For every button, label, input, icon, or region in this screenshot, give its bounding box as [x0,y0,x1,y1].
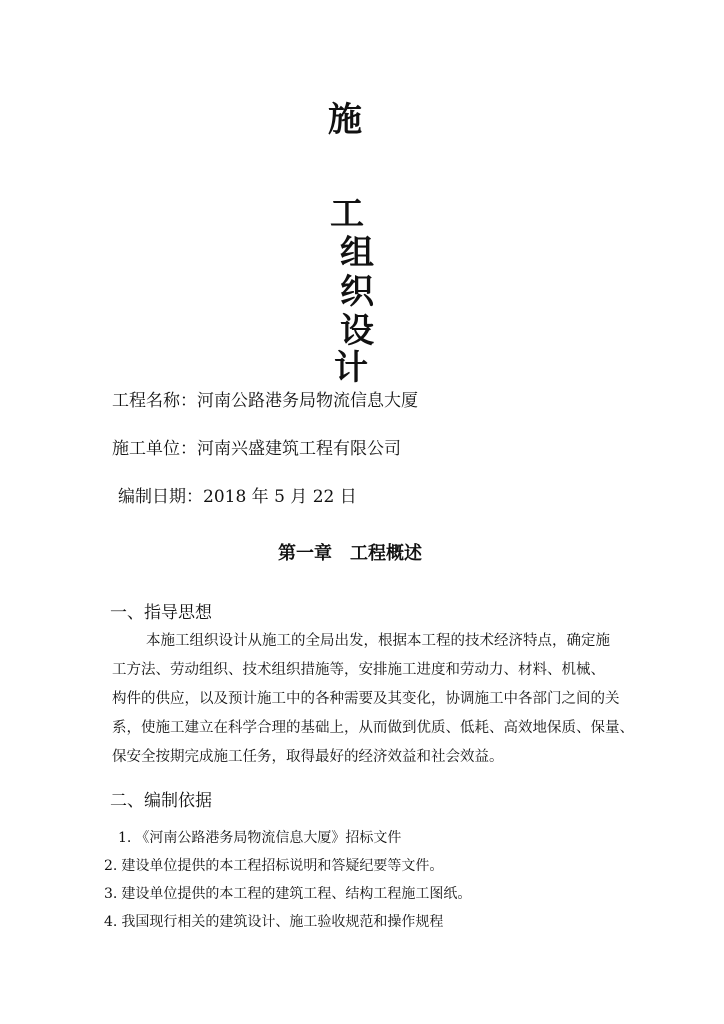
title-char-5: 设 [340,311,374,351]
list-item [104,884,471,904]
list-item [104,856,443,876]
chapter-title: 第一章 工程概述 [278,543,422,564]
construction-unit: 施工单位：河南兴盛建筑工程有限公司 [112,439,401,459]
compile-date: 编制日期：2018 年 5 月 22 日 [118,487,357,507]
list-item-text: 建设单位提供的本工程的建筑工程、结构工程施工图纸。 [121,886,472,902]
title-char-2: 工 [330,194,364,234]
paragraph-line: 工方法、劳动组织、技术组织措施等，安排施工进度和劳动力、材料、机械、 [112,662,605,678]
section-heading-guiding: 一、指导思想 [110,603,212,623]
title-char-3: 组 [340,233,374,273]
title-char-4: 织 [340,272,374,312]
list-item-text: 我国现行相关的建筑设计、施工验收规范和操作规程 [121,914,444,930]
paragraph-line: 系，使施工建立在科学合理的基础上，从而做到优质、低耗、高效地保质、保量、 [112,720,634,736]
list-item-number: 2. [104,858,118,874]
section-heading-basis: 二、编制依据 [110,791,212,811]
title-char-1: 施 [328,100,362,140]
paragraph-line: 本施工组织设计从施工的全局出发，根据本工程的技术经济特点，确定施 [146,633,610,649]
list-item-text: 建设单位提供的本工程招标说明和答疑纪要等文件。 [121,858,444,874]
list-item-number: 3. [104,886,118,902]
list-item-number: 4. [104,914,118,930]
paragraph-line: 保安全按期完成施工任务，取得最好的经济效益和社会效益。 [112,749,504,765]
list-item [104,912,443,932]
title-char-6: 计 [334,348,368,388]
paragraph-line: 构件的供应，以及预计施工中的各种需要及其变化，协调施工中各部门之间的关 [112,691,620,707]
project-name: 工程名称：河南公路港务局物流信息大厦 [112,391,418,411]
list-item-text: 《河南公路港务局物流信息大厦》招标文件 [135,830,402,846]
list-item [118,828,401,848]
list-item-number: 1. [118,830,132,846]
